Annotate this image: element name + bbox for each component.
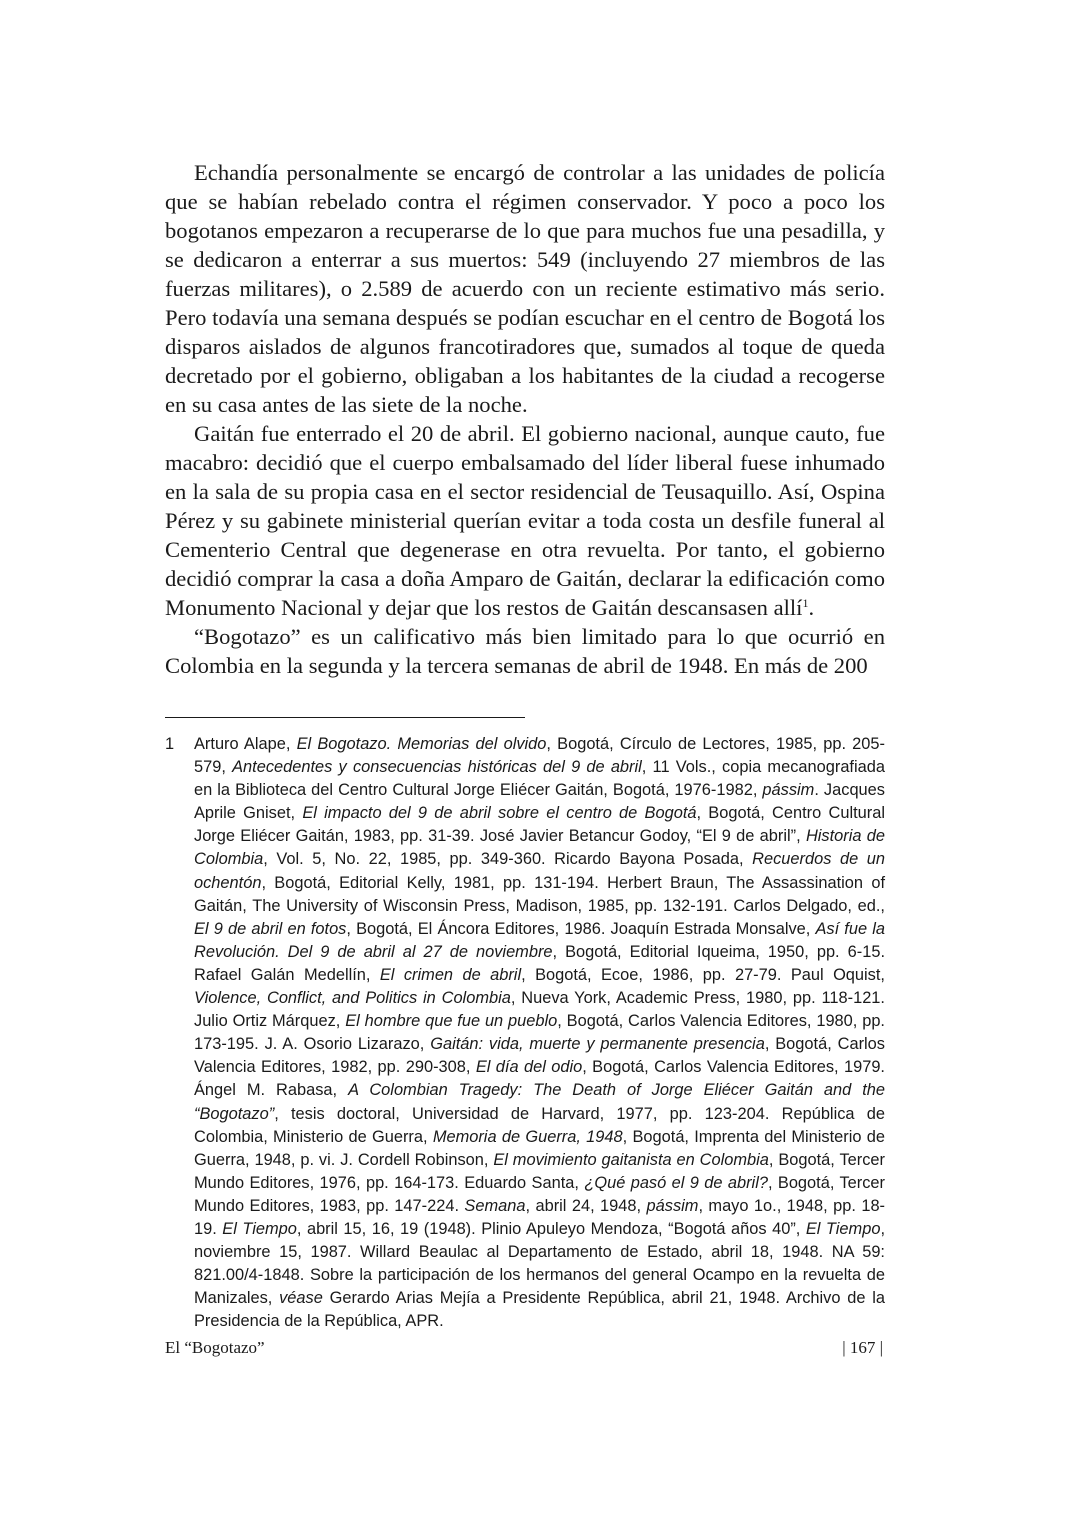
- footnote-italic-title: Historia de Colombia: [194, 827, 885, 869]
- footnote-italic-title: El día del odio: [475, 1058, 583, 1077]
- footnote-text-run: , Bogotá, Carlos Valencia Editores, 1980, pp. 173-195. J. A. Osorio Lizarazo,: [194, 1012, 885, 1054]
- footnote-italic-title: El Tiempo: [805, 1219, 881, 1238]
- footnote-reference[interactable]: 1: [802, 596, 809, 610]
- footnote: [165, 733, 885, 1333]
- footnote-text-run: . Jacques Aprile Gniset,: [194, 781, 885, 823]
- footnote-text-run: , Bogotá, Ecoe, 1986, pp. 27-79. Paul Oquist,: [521, 965, 885, 984]
- footnote-text-run: , abril 15, 16, 19 (1948). Plinio Apuleyo Mendoza, “Bogotá años 40”,: [296, 1219, 806, 1238]
- footnote-italic-title: véase: [279, 1289, 323, 1308]
- footnote-text-run: Gerardo Arias Mejía a Presidente República, abril 21, 1948. Archivo de la Presidencia de la República, APR.: [194, 1289, 885, 1331]
- footnote-text-run: , tesis doctoral, Universidad de Harvard, 1977, pp. 123-204. República de Colombia, Ministerio de Guerra,: [194, 1104, 885, 1146]
- running-head: El “Bogotazo”: [165, 1338, 265, 1357]
- footnote-italic-title: pássim: [646, 1196, 699, 1215]
- footnote-text-run: , abril 24, 1948,: [525, 1196, 647, 1215]
- footnote-text-run: , mayo 1o., 1948, pp. 18-19.: [194, 1196, 886, 1238]
- footnote-text-run: , 11 Vols., copia mecanografiada en la Biblioteca del Centro Cultural Jorge Eliécer Gaitán, Bogotá, 1976-1982,: [194, 758, 885, 800]
- footnote-italic-title: Antecedentes y consecuencias históricas del 9 de abril: [232, 758, 642, 777]
- footnote-italic-title: A Colombian Tragedy: The Death of Jorge Eliécer Gaitán and the “Bogotazo”: [194, 1081, 885, 1123]
- footnote-italic-title: Memoria de Guerra, 1948: [432, 1127, 623, 1146]
- footnote-text-run: Arturo Alape,: [194, 735, 297, 753]
- footnote-italic-title: El movimiento gaitanista en Colombia: [493, 1150, 769, 1169]
- footnote-italic-title: ¿Qué pasó el 9 de abril?: [584, 1173, 768, 1192]
- footnote-text-run: , Bogotá, Editorial Kelly, 1981, pp. 131-194. Herbert Braun, The Assassination of Gaitán, The University of Wisconsin Press, Madison, 1985, pp. 132-191. Carlos Delgado, ed.,: [194, 873, 885, 915]
- body-text: [165, 158, 885, 680]
- footnote-italic-title: Semana: [464, 1196, 526, 1215]
- paragraph-2-text: Gaitán fue enterrado el 20 de abril. El gobierno nacional, aunque cauto, fue macabro: decidió que el cuerpo embalsamado del líder liberal fuese inhumado en la sala de su propia casa en el sector residencial de Teusaquillo. Así, Ospina Pérez y su gabinete ministerial querían evitar a toda costa un desfile funeral al Cementerio Central que degenerase en otra revuelta. Por tanto, el gobierno decidió comprar la casa a doña Amparo de Gaitán, declarar la edificación como Monumento Nacional y dejar que los restos de Gaitán descansasen allí: [165, 421, 885, 620]
- footnote-italic-title: pássim: [762, 781, 815, 800]
- footnote-italic-title: Así fue la Revolución. Del 9 de abril al 27 de noviembre: [194, 919, 885, 961]
- footnote-text-run: , Vol. 5, No. 22, 1985, pp. 349-360. Ricardo Bayona Posada,: [263, 850, 753, 869]
- footnote-italic-title: El hombre que fue un pueblo: [345, 1012, 558, 1031]
- footnote-italic-title: Violence, Conflict, and Politics in Colombia: [194, 989, 511, 1008]
- footnote-text-run: , Bogotá, Centro Cultural Jorge Eliécer Gaitán, 1983, pp. 31-39. José Javier Betancur Godoy, “El 9 de abril”,: [194, 804, 885, 846]
- footnote-text-run: , Bogotá, Carlos Valencia Editores, 1982, pp. 290-308,: [194, 1035, 885, 1077]
- paragraph-3: “Bogotazo” es un calificativo más bien limitado para lo que ocurrió en Colombia en la segunda y la tercera semanas de abril de 1948. En más de 200: [165, 624, 885, 678]
- footnote-text-run: , Bogotá, Carlos Valencia Editores, 1979. Ángel M. Rabasa,: [194, 1058, 885, 1100]
- footnote-separator: [165, 717, 525, 718]
- footnote-italic-title: Gaitán: vida, muerte y permanente presencia: [430, 1035, 765, 1054]
- footnote-italic-title: El Tiempo: [222, 1219, 297, 1238]
- footnote-text-run: , Bogotá, Tercer Mundo Editores, 1983, pp. 147-224.: [194, 1173, 886, 1215]
- footnote-italic-title: El 9 de abril en fotos: [194, 919, 347, 938]
- footnote-italic-title: Recuerdos de un ochentón: [194, 850, 885, 892]
- footnote-italic-title: El impacto del 9 de abril sobre el centro de Bogotá: [302, 804, 697, 823]
- footnote-text-run: , Bogotá, Editorial Iqueima, 1950, pp. 6-15. Rafael Galán Medellín,: [194, 942, 885, 984]
- footnote-text-run: , Bogotá, Imprenta del Ministerio de Guerra, 1948, p. vi. J. Cordell Robinson,: [194, 1127, 885, 1169]
- footnote-italic-title: El crimen de abril: [379, 965, 522, 984]
- footnote-text-run: , Bogotá, Tercer Mundo Editores, 1976, pp. 164-173. Eduardo Santa,: [194, 1150, 885, 1192]
- paragraph-1: Echandía personalmente se encargó de controlar a las unidades de policía que se habían rebelado contra el régimen conservador. Y poco a poco los bogotanos empezaron a recuperarse de lo que para muchos fue una pesadilla, y se dedicaron a enterrar a sus muertos: 549 (incluyendo 27 miembros de las fuerzas militares), o 2.589 de acuerdo con un reciente estimativo más serio. Pero todavía una semana después se podían escuchar en el centro de Bogotá los disparos aislados de algunos francotiradores que, sumados al toque de queda decretado por el gobierno, obligaban a los habitantes de la ciudad a recogerse en su casa antes de las siete de la noche.: [165, 160, 885, 417]
- footnote-text-run: , noviembre 15, 1987. Willard Beaulac al Departamento de Estado, abril 18, 1948. NA 59: 821.00/4-1848. Sobre la participación de los hermanos del general Ocampo en la revuelta de Manizales,: [194, 1219, 885, 1308]
- footnote-text-run: , Bogotá, Círculo de Lectores, 1985, pp. 205-579,: [194, 735, 885, 777]
- footnote-text: [194, 733, 885, 1333]
- paragraph-2-end: .: [808, 595, 815, 620]
- footnote-text-run: , Bogotá, El Áncora Editores, 1986. Joaquín Estrada Monsalve,: [346, 919, 816, 938]
- page-number: | 167 |: [842, 1338, 883, 1357]
- footnote-italic-title: El Bogotazo. Memorias del olvido: [296, 735, 547, 753]
- paragraph-2: [165, 419, 885, 622]
- footnote-number: 1: [165, 735, 175, 753]
- footnote-text-run: , Nueva York, Academic Press, 1980, pp. 118-121. Julio Ortiz Márquez,: [194, 989, 885, 1031]
